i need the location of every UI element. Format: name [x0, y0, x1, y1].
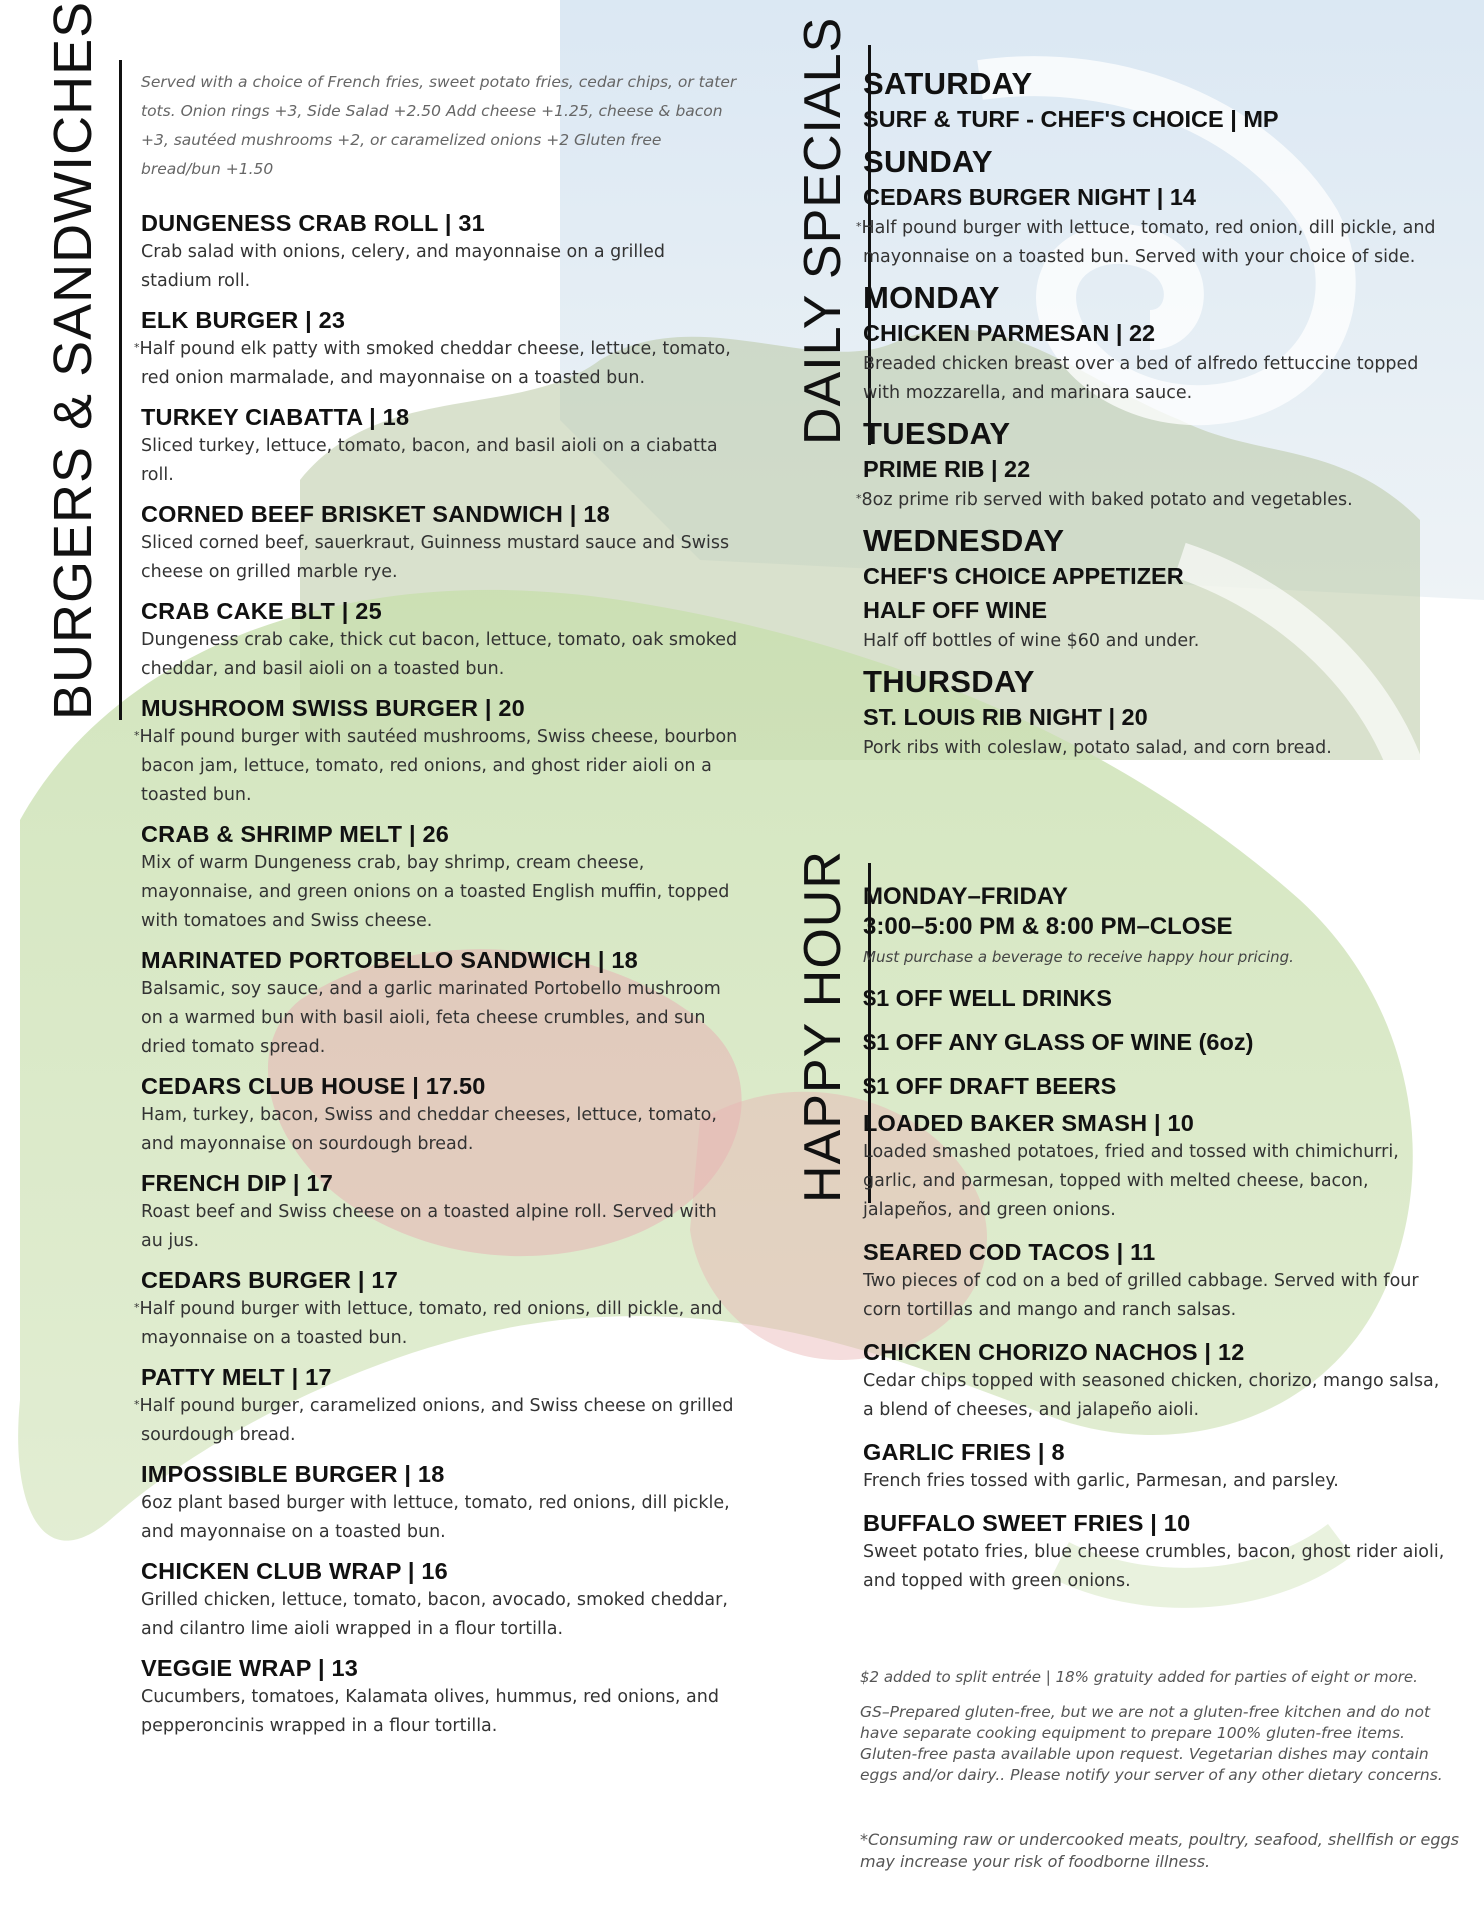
raw-warning-mark: * [856, 492, 862, 505]
menu-item-name: IMPOSSIBLE BURGER | 18 [141, 1461, 445, 1487]
menu-item-name: TURKEY CIABATTA | 18 [141, 404, 410, 430]
special-day-name: WEDNESDAY [863, 523, 1065, 558]
burgers-heading: BURGERS & SANDWICHES [40, 60, 100, 720]
menu-item [141, 1459, 741, 1547]
menu-item-description-text: Cucumbers, tomatoes, Kalamata olives, hummus, red onions, and pepperoncinis wrapped in a flour tortilla. [141, 1687, 719, 1736]
menu-item [134, 1265, 741, 1353]
special-item-name: CHEF'S CHOICE APPETIZER [863, 563, 1184, 589]
happy-hour-note: Must purchase a beverage to receive happy hour pricing. [863, 948, 1294, 966]
menu-item-description-text: Half pound burger with lettuce, tomato, red onions, dill pickle, and mayonnaise on a toasted bun. [139, 1299, 723, 1348]
menu-item [141, 596, 741, 684]
menu-item-name: MUSHROOM SWISS BURGER | 20 [141, 695, 525, 721]
happy-hour-deal: $1 OFF WELL DRINKS [863, 985, 1112, 1011]
special-day-name: THURSDAY [863, 664, 1035, 699]
happy-hour-deal: $1 OFF ANY GLASS OF WINE (6oz) [863, 1029, 1254, 1055]
happy-hour-item-name: GARLIC FRIES | 8 [863, 1439, 1065, 1465]
special-item-description-text: Pork ribs with coleslaw, potato salad, and corn bread. [863, 738, 1332, 758]
menu-item-description [141, 432, 741, 490]
consumption-warning: *Consuming raw or undercooked meats, poultry, seafood, shellfish or eggs may increase your risk of foodborne illness. [860, 1830, 1459, 1871]
special-item-description-text: Breaded chicken breast over a bed of alfredo fettuccine topped with mozzarella, and marinara sauce. [863, 354, 1419, 403]
raw-warning-mark: * [134, 729, 140, 742]
menu-item-description [141, 1683, 741, 1741]
happy-hour-item [863, 1237, 1448, 1325]
special-day-name: MONDAY [863, 280, 1000, 315]
specials-section [856, 58, 1448, 767]
menu-item-description [134, 1295, 741, 1353]
menu-item [141, 1653, 741, 1741]
happy-hour-item-name: LOADED BAKER SMASH | 10 [863, 1110, 1195, 1136]
happy-hour-item [863, 1108, 1448, 1225]
specials-heading: DAILY SPECIALS [791, 45, 849, 445]
special-day [856, 144, 1448, 272]
happy-hour-items [863, 1108, 1448, 1596]
happy-hour-times: 3:00–5:00 PM & 8:00 PM–CLOSE [863, 913, 1233, 940]
specials-list [856, 66, 1448, 763]
special-day [863, 66, 1448, 136]
menu-item [141, 208, 741, 296]
menu-item-description-text: Half pound burger with sautéed mushrooms, Swiss cheese, bourbon bacon jam, lettuce, tomato, red onions, and ghost rider aioli on a toasted bun. [139, 727, 738, 805]
menu-item-description [141, 975, 741, 1062]
menu-item-description [141, 1586, 741, 1644]
special-day-name: SUNDAY [863, 144, 993, 179]
menu-item [141, 402, 741, 490]
menu-item-description-text: Ham, turkey, bacon, Swiss and cheddar cheeses, lettuce, tomato, and mayonnaise on sourdough bread. [141, 1105, 717, 1154]
special-item-description [856, 486, 1448, 515]
raw-warning-mark: * [134, 341, 140, 354]
happy-hour-item-description: Cedar chips topped with seasoned chicken, chorizo, mango salsa, a blend of cheeses, and jalapeño aioli. [863, 1371, 1440, 1420]
happy-hour-section [863, 882, 1448, 1608]
menu-item-description-text: Half pound elk patty with smoked cheddar cheese, lettuce, tomato, red onion marmalade, and mayonnaise on a toasted bun. [139, 339, 731, 388]
menu-item-description-text: Mix of warm Dungeness crab, bay shrimp, cream cheese, mayonnaise, and green onions on a toasted English muffin, topped with tomatoes and Swiss cheese. [141, 853, 730, 931]
happy-hour-item-description: Two pieces of cod on a bed of grilled cabbage. Served with four corn tortillas and mango and ranch salsas. [863, 1271, 1419, 1320]
split-note: $2 added to split entrée | 18% gratuity added for parties of eight or more. [860, 1668, 1418, 1686]
special-day-name: SATURDAY [863, 66, 1033, 101]
happy-hour-item-name: SEARED COD TACOS | 11 [863, 1239, 1156, 1265]
menu-item [141, 945, 741, 1062]
menu-item-name: CORNED BEEF BRISKET SANDWICH | 18 [141, 501, 610, 527]
menu-item-description-text: Half pound burger, caramelized onions, and Swiss cheese on grilled sourdough bread. [139, 1396, 734, 1445]
happy-hour-deals [863, 976, 1448, 1108]
happy-hour-item [863, 1437, 1448, 1496]
happy-hour-deal: $1 OFF DRAFT BEERS [863, 1073, 1117, 1099]
special-item-description-text: Half off bottles of wine $60 and under. [863, 631, 1200, 651]
menu-item [134, 1362, 741, 1450]
happy-hour-days: MONDAY–FRIDAY [863, 883, 1068, 910]
menu-item-description-text: Grilled chicken, lettuce, tomato, bacon, avocado, smoked cheddar, and cilantro lime aioli wrapped in a flour tortilla. [141, 1590, 728, 1639]
special-day [863, 523, 1448, 656]
menu-item-name: CEDARS CLUB HOUSE | 17.50 [141, 1073, 486, 1099]
menu-item-name: CRAB CAKE BLT | 25 [141, 598, 382, 624]
special-item-name: CHICKEN PARMESAN | 22 [863, 320, 1156, 346]
raw-warning-mark: * [134, 1398, 140, 1411]
menu-item [134, 305, 741, 393]
burgers-section [134, 68, 741, 1750]
menu-item [141, 1168, 741, 1256]
menu-item-description [141, 1101, 741, 1159]
menu-item [141, 819, 741, 936]
menu-item [141, 499, 741, 587]
happy-hour-item [863, 1508, 1448, 1596]
menu-item-description-text: Sliced corned beef, sauerkraut, Guinness mustard sauce and Swiss cheese on grilled marble rye. [141, 533, 730, 582]
raw-warning-mark: * [856, 220, 862, 233]
special-item-description-text: 8oz prime rib served with baked potato and vegetables. [861, 490, 1353, 510]
happy-hour-item-description: French fries tossed with garlic, Parmesan, and parsley. [863, 1471, 1339, 1491]
menu-item-description-text: Dungeness crab cake, thick cut bacon, lettuce, tomato, oak smoked cheddar, and basil aioli on a toasted bun. [141, 630, 738, 679]
menu-item-name: PATTY MELT | 17 [141, 1364, 332, 1390]
special-item-description [856, 214, 1448, 272]
menu-item-description-text: Sliced turkey, lettuce, tomato, bacon, and basil aioli on a ciabatta roll. [141, 436, 718, 485]
special-item-description [863, 350, 1448, 408]
happy-hour-item-description: Sweet potato fries, blue cheese crumbles, bacon, ghost rider aioli, and topped with green onions. [863, 1542, 1445, 1591]
menu-item-name: ELK BURGER | 23 [141, 307, 346, 333]
happy-hour-heading: HAPPY HOUR [791, 863, 849, 1203]
special-item-name: SURF & TURF - CHEF'S CHOICE | MP [863, 106, 1279, 132]
menu-item-name: FRENCH DIP | 17 [141, 1170, 333, 1196]
special-item-description [863, 627, 1448, 656]
special-day-name: TUESDAY [863, 416, 1011, 451]
special-item-description-text: Half pound burger with lettuce, tomato, red onion, dill pickle, and mayonnaise on a toasted bun. Served with your choice of side. [861, 218, 1436, 267]
menu-item-description-text: Crab salad with onions, celery, and mayonnaise on a grilled stadium roll. [141, 242, 665, 291]
burgers-intro: Served with a choice of French fries, sweet potato fries, cedar chips, or tater tots. Onion rings +3, Side Salad +2.50 Add cheese +1.25, cheese & bacon +3, sautéed mushrooms +2, or caramelized onions +2 Gluten free bread/bun +1.50 [141, 73, 737, 178]
menu-item-description [141, 1489, 741, 1547]
menu-item [134, 693, 741, 810]
menu-item [141, 1556, 741, 1644]
menu-item-description [141, 626, 741, 684]
menu-item-description-text: 6oz plant based burger with lettuce, tomato, red onions, dill pickle, and mayonnaise on a toasted bun. [141, 1493, 730, 1542]
menu-item-description [134, 1392, 741, 1450]
menu-item-description [141, 529, 741, 587]
raw-warning-mark: * [134, 1301, 140, 1314]
menu-item-name: CRAB & SHRIMP MELT | 26 [141, 821, 450, 847]
menu-item-name: CEDARS BURGER | 17 [141, 1267, 398, 1293]
special-day [863, 280, 1448, 408]
menu-item-description [134, 723, 741, 810]
menu-item-description [141, 238, 741, 296]
happy-hour-item-description: Loaded smashed potatoes, fried and tossed with chimichurri, garlic, and parmesan, topped with melted cheese, bacon, jalapeños, and green onions. [863, 1142, 1399, 1220]
special-day [863, 664, 1448, 763]
menu-item-name: CHICKEN CLUB WRAP | 16 [141, 1558, 448, 1584]
special-item-description [863, 734, 1448, 763]
special-item-name: HALF OFF WINE [863, 597, 1048, 623]
special-item-name: PRIME RIB | 22 [863, 456, 1031, 482]
happy-hour-item-name: CHICKEN CHORIZO NACHOS | 12 [863, 1339, 1245, 1365]
menu-item-description [141, 849, 741, 936]
menu-item-name: VEGGIE WRAP | 13 [141, 1655, 358, 1681]
menu-item-description [141, 1198, 741, 1256]
burger-list [134, 208, 741, 1741]
menu-item-description-text: Roast beef and Swiss cheese on a toasted alpine roll. Served with au jus. [141, 1202, 717, 1251]
gluten-free-note: GS–Prepared gluten-free, but we are not a gluten-free kitchen and do not have separate cooking equipment to prepare 100% gluten-free items. Gluten-free pasta available upon request. Vegetarian dishes may contain eggs and/or dairy.. Please notify your server of any other dietary concerns. [860, 1703, 1443, 1784]
special-item-name: ST. LOUIS RIB NIGHT | 20 [863, 704, 1148, 730]
menu-item-name: DUNGENESS CRAB ROLL | 31 [141, 210, 485, 236]
special-item-name: CEDARS BURGER NIGHT | 14 [863, 184, 1197, 210]
special-day [856, 416, 1448, 515]
menu-item-description-text: Balsamic, soy sauce, and a garlic marinated Portobello mushroom on a warmed bun with basil aioli, feta cheese crumbles, and sun dried tomato spread. [141, 979, 721, 1057]
menu-item-description [134, 335, 741, 393]
menu-item [141, 1071, 741, 1159]
happy-hour-item-name: BUFFALO SWEET FRIES | 10 [863, 1510, 1191, 1536]
menu-item-name: MARINATED PORTOBELLO SANDWICH | 18 [141, 947, 638, 973]
happy-hour-item [863, 1337, 1448, 1425]
